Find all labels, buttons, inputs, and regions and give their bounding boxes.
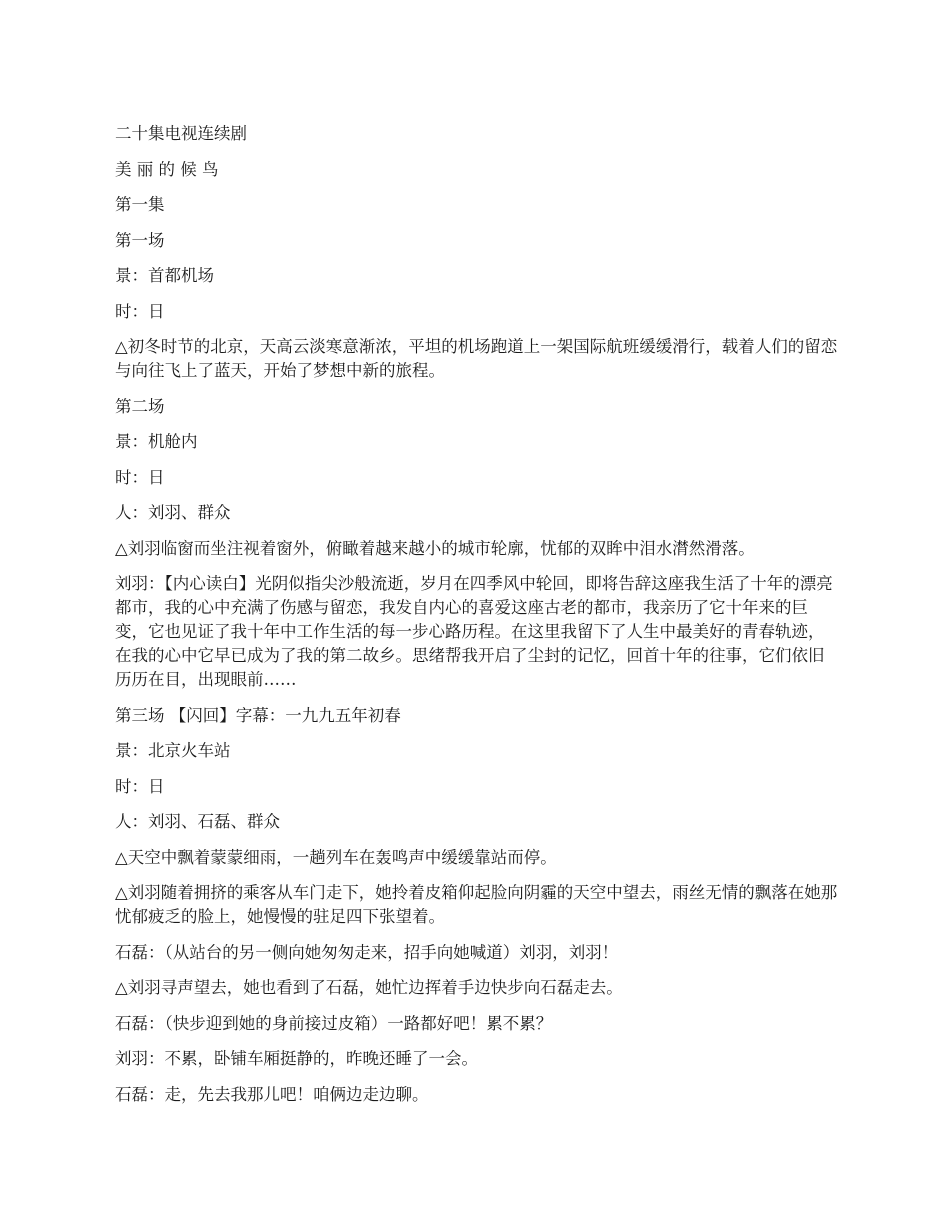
- scene-characters: 人：刘羽、群众: [115, 503, 231, 522]
- scene-location: 景：机舱内: [115, 432, 198, 451]
- scene-heading: 第一场: [115, 230, 165, 250]
- scene-location: 景：北京火车站: [115, 741, 231, 760]
- episode-heading: 第一集: [115, 195, 165, 214]
- script-page: [115, 122, 840, 1118]
- stage-direction: △天空中飘着蒙蒙细雨，一趟列车在轰鸣声中缓缓靠站而停。: [115, 847, 557, 867]
- stage-direction: △初冬时节的北京，天高云淡寒意渐浓，平坦的机场跑道上一架国际航班缓缓滑行，载着人们的留恋与向往飞上了蓝天，开始了梦想中新的旅程。: [115, 337, 838, 380]
- dialogue-line: 石磊：（从站台的另一侧向她匆匆走来，招手向她喊道）刘羽，刘羽！: [115, 942, 619, 962]
- stage-direction: △刘羽随着拥挤的乘客从车门走下，她拎着皮箱仰起脸向阴霾的天空中望去，雨丝无情的飘落在她那忧郁疲乏的脸上，她慢慢的驻足四下张望着。: [115, 883, 838, 926]
- scene-time: 时：日: [115, 776, 165, 796]
- dialogue-line: 刘羽：不累，卧铺车厢挺静的，昨晚还睡了一会。: [115, 1049, 478, 1068]
- stage-direction: △刘羽寻声望去，她也看到了石磊，她忙边挥着手边快步向石磊走去。: [115, 978, 623, 997]
- scene-heading: 第三场 【闪回】字幕：一九九五年初春: [115, 705, 401, 725]
- scene-time: 时：日: [115, 467, 165, 487]
- drama-title: 美 丽 的 候 鸟: [115, 159, 219, 179]
- stage-direction: △刘羽临窗而坐注视着窗外，俯瞰着越来越小的城市轮廓，忧郁的双眸中泪水潸然滑落。: [115, 538, 755, 558]
- scene-characters: 人：刘羽、石磊、群众: [115, 812, 280, 831]
- dialogue-line: 石磊：走，先去我那儿吧！咱俩边走边聊。: [115, 1084, 429, 1104]
- dialogue-line: 刘羽：【内心读白】光阴似指尖沙般流逝，岁月在四季风中轮回，即将告辞这座我生活了十年的漂亮都市，我的心中充满了伤感与留恋，我发自内心的喜爱这座古老的都市，我亲历了它十年来的巨变，它也见证了我十年中工作生活的每一步心路历程。在这里我留下了人生中最美好的青春轨迹，在我的心中它早已成为了我的第二故乡。思绪帮我开启了尘封的记忆，回首十年的往事，它们依旧历历在目，出现眼前……: [115, 574, 833, 689]
- scene-time: 时：日: [115, 301, 165, 321]
- scene-heading: 第二场: [115, 396, 165, 416]
- series-title: 二十集电视连续剧: [115, 124, 247, 143]
- dialogue-line: 石磊：（快步迎到她的身前接过皮箱）一路都好吧！累不累？: [115, 1013, 553, 1033]
- scene-location: 景：首都机场: [115, 266, 214, 285]
